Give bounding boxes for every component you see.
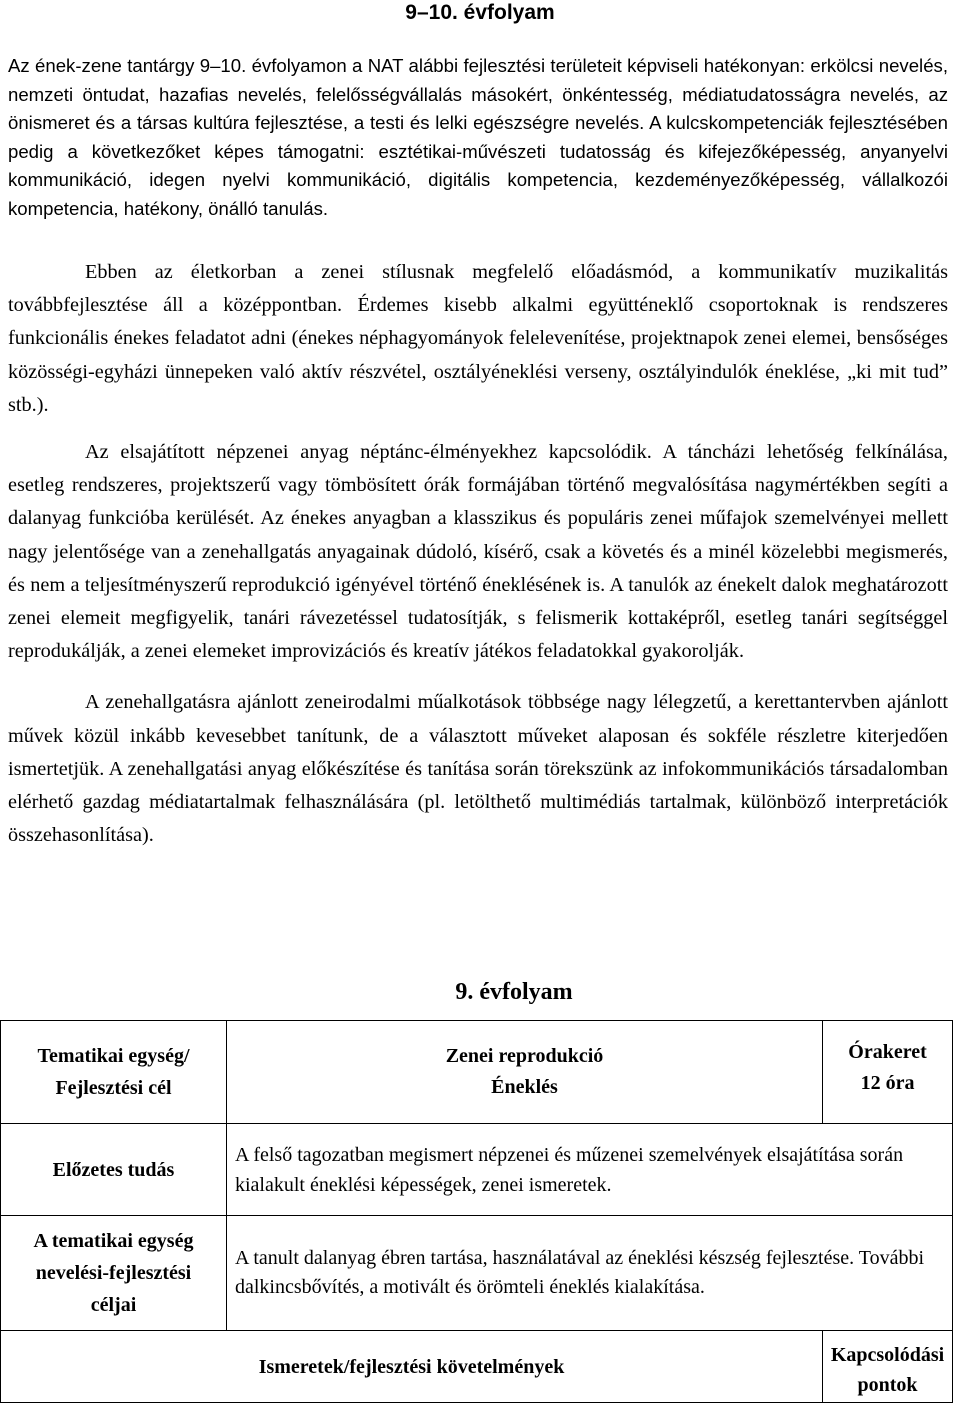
unit-label-cell	[1, 1021, 227, 1124]
intro-paragraph: Az ének-zene tantárgy 9–10. évfolyamon a NAT alábbi fejlesztési területeit képviseli hatékonyan: erkölcsi nevelés, nemzeti öntudat, hazafias nevelés, felelősségvállalás másokért, önkéntesség, médiatudatosságra nevelés, az önismeret és a társas kultúra fejlesztése, a testi és lelki egészségre nevelés. A kulcskompetenciák fejlesztésében pedig a következőket képes támogatni: esztétikai-művészeti tudatosság és kifejezőképesség, anyanyelvi kommunikáció, idegen nyelvi kommunikáció, digitális kompetencia, kezdeményezőképesség, vállalkozói kompetencia, hatékony, önálló tanulás.	[8, 55, 948, 219]
grade-title: 9. évfolyam	[455, 979, 573, 1005]
goals-text: A tanult dalanyag ébren tartása, használatával az éneklési készség fejlesztése. További dalkincsbővítés, a motivált és örömteli éneklés kialakítása.	[227, 1216, 953, 1331]
curriculum-table	[0, 1020, 953, 1403]
paragraph-listening: A zenehallgatásra ajánlott zeneirodalmi műalkotások többsége nagy lélegzetű, a kerettantervben ajánlott művek közül inkább kevesebbet tanítunk, de a választott műveket alaposan és sokféle részletre kiterjedően ismertetjük. A zenehallgatási anyag előkészítése és tanítása során törekszünk az infokommunikációs társadalomban elérhető gazdag médiatartalmak felhasználására (pl. letölthető multimédiás tartalmak, különböző interpretációk összehasonlítása).	[8, 691, 948, 847]
goals-label-line1: A tematikai egység	[33, 1230, 194, 1252]
paragraph-performance: Ebben az életkorban a zenei stílusnak megfelelő előadásmód, a kommunikatív muzikalitás továbbfejlesztése áll a középpontban. Érdemes kisebb alkalmi együtténeklő csoportoknak is rendszeres funkcionális énekes feladatot adni (énekes néphagyományok felelevenítése, projektnapok zenei elemei, bensőséges közösségi-egyházi ünnepeken való aktív részvétel, osztályéneklési verseny, osztályindulók éneklése, „ki mit tud” stb.).	[8, 261, 948, 416]
goals-label-line3: céljai	[90, 1294, 137, 1316]
unit-topic-line2: Éneklés	[491, 1076, 558, 1098]
unit-label-line2: Fejlesztési cél	[55, 1077, 172, 1099]
hours-cell	[823, 1021, 953, 1124]
unit-label-line1: Tematikai egység/	[37, 1045, 190, 1067]
hours-label: Órakeret	[848, 1041, 927, 1063]
unit-topic-line1: Zenei reprodukció	[445, 1045, 604, 1067]
body-section	[8, 256, 948, 852]
paragraph-folk-music: Az elsajátított népzenei anyag néptánc-élményekhez kapcsolódik. A táncházi lehetőség felkínálása, esetleg rendszeres, projektszerű vagy tömbösített órák formájában történő megvalósítása nagymértékben segíti a dalanyag funkcióba kerülését. Az énekes anyagban a klasszikus és populáris zenei műfajok szemelvényei mellett nagy jelentősége van a zenehallgatás anyagainak dúdoló, kísérő, csak a követés és a minél közelebbi megismerés, és nem a teljesítményszerű reprodukció igényével történő éneklésének is. A tanulók az énekelt dalok meghatározott zenei elemeit megfigyelik, tanári rávezetéssel tudatosítják, s felismerik kottaképről, esetleg tanári segítséggel reprodukálják, a zenei elemeket improvizációs és kreatív játékos feladatokkal gyakorolják.	[8, 441, 948, 663]
table-row	[1, 1216, 953, 1331]
goals-label-cell	[1, 1216, 227, 1331]
table-row	[1, 1124, 953, 1216]
prior-knowledge-text: A felső tagozatban megismert népzenei és műzenei szemelvények elsajátítása során kialakult éneklési képességek, zenei ismeretek.	[227, 1124, 953, 1216]
connections-header: Kapcsolódási pontok	[823, 1331, 953, 1403]
table-row	[1, 1021, 953, 1124]
goals-label-line2: nevelési-fejlesztési	[35, 1262, 192, 1284]
prior-knowledge-label: Előzetes tudás	[1, 1124, 227, 1216]
requirements-header: Ismeretek/fejlesztési követelmények	[1, 1331, 823, 1403]
table-row	[1, 1331, 953, 1403]
unit-topic-cell	[227, 1021, 823, 1124]
intro-section	[8, 52, 948, 224]
hours-value: 12 óra	[860, 1072, 915, 1094]
page-heading: 9–10. évfolyam	[405, 1, 555, 24]
